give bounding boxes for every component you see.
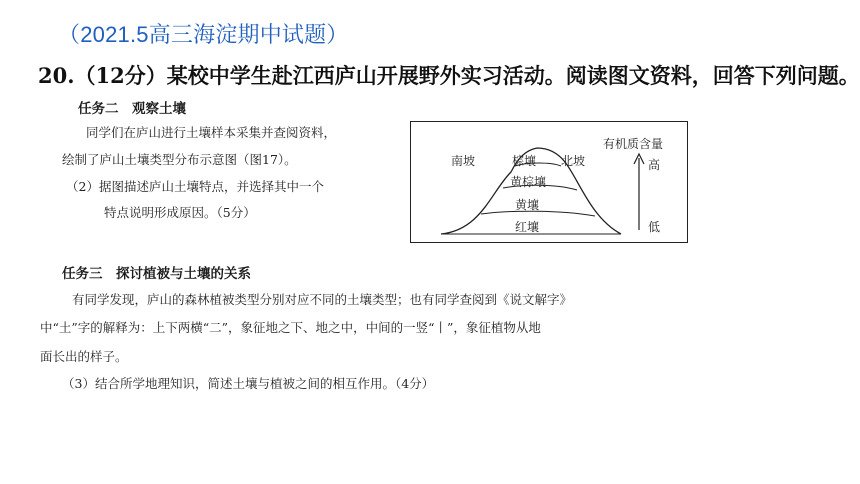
- high-label: 高: [648, 158, 661, 172]
- zone-brown-soil: 棕壤: [512, 154, 537, 168]
- task2-text-line2: 绘制了庐山土壤类型分布示意图（图17）。: [62, 152, 297, 167]
- task3-text-line2: 中“土”字的解释为：上下两横“二”，象征地之下、地之中，中间的一竖“丨”，象征植物从地: [40, 320, 541, 335]
- low-label: 低: [648, 220, 661, 234]
- task3-text-line3: 面长出的样子。: [40, 349, 128, 364]
- task2-heading: 任务二 观察土壤: [78, 101, 186, 117]
- task2-question-line1: （2）据图描述庐山土壤特点，并选择其中一个: [66, 179, 324, 194]
- task2-question-line2: 特点说明形成原因。（5分）: [104, 205, 256, 220]
- task2-text-line1: 同学们在庐山进行土壤样本采集并查阅资料，: [86, 125, 337, 140]
- zone-yellow-brown-soil: 黄棕壤: [510, 175, 547, 189]
- soil-distribution-figure: [410, 121, 688, 243]
- zone-yellow-soil: 黄壤: [515, 198, 540, 212]
- task3-text-line1: 有同学发现，庐山的森林植被类型分别对应不同的土壤类型；也有同学查阅到《说文解字》: [72, 292, 573, 307]
- north-slope-label: 北坡: [561, 154, 586, 168]
- south-slope-label: 南坡: [451, 154, 476, 168]
- task3-heading: 任务三 探讨植被与土壤的关系: [62, 266, 251, 282]
- task3-question: （3）结合所学地理知识，简述土壤与植被之间的相互作用。（4分）: [62, 376, 435, 391]
- zone-red-soil: 红壤: [515, 220, 540, 234]
- exam-source-header: （2021.5高三海淀期中试题）: [58, 22, 349, 47]
- organic-matter-label: 有机质含量: [603, 137, 664, 151]
- question-title: 20.（12分）某校中学生赴江西庐山开展野外实习活动。阅读图文资料，回答下列问题。: [38, 63, 860, 88]
